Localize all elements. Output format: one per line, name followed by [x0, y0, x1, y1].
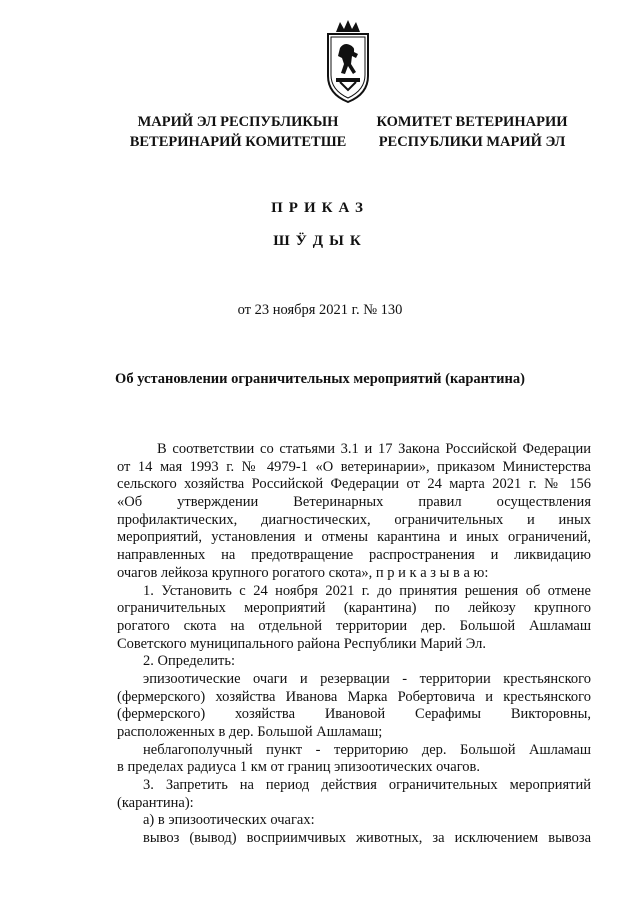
- body-line: вывоз (вывод) восприимчивых животных, за исключением вывоза: [143, 830, 591, 847]
- body-line: 2. Определить:: [143, 653, 236, 670]
- body-line: в пределах радиуса 1 км от границ эпизоотических очагов.: [117, 759, 481, 776]
- body-line: рогатого скота на отдельной территории дер. Большой Ашламаш: [117, 617, 591, 634]
- body-line: очагов лейкоза крупного рогатого скота», п р и к а з ы в а ю:: [117, 564, 489, 581]
- body-line: эпизоотические очаги и резервации - территории крестьянского: [143, 670, 591, 687]
- body-line: (фермерского) хозяйства Иванова Марка Робертовича и крестьянского: [117, 688, 591, 705]
- body-line: (карантина):: [117, 794, 194, 811]
- body-line: ограничительных мероприятий (карантина) по лейкозу крупного: [117, 600, 591, 617]
- body-line: направленных на предотвращение распространения и ликвидацию: [117, 547, 591, 564]
- header-left: [118, 112, 358, 152]
- header-right-line-1: КОМИТЕТ ВЕТЕРИНАРИИ: [376, 114, 568, 130]
- body-line: 1. Установить с 24 ноября 2021 г. до принятия решения об отмене: [143, 582, 591, 599]
- body-line: расположенных в дер. Большой Ашламаш;: [117, 724, 383, 740]
- body-line: Советского муниципального района Республики Марий Эл.: [117, 635, 487, 652]
- body-line: 3. Запретить на период действия ограничительных мероприятий: [143, 777, 591, 794]
- title-ru: ПРИКАЗ: [271, 200, 369, 216]
- body-line: мероприятий, установления и отмены карантина и иных ограничений,: [117, 529, 591, 546]
- order-date-number: от 23 ноября 2021 г. № 130: [237, 302, 403, 318]
- order-body: [117, 441, 591, 848]
- body-line: сельского хозяйства Российской Федерации от 24 марта 2021 г. № 156: [117, 476, 591, 493]
- header-left-line-2: ВЕТЕРИНАРИЙ КОМИТЕТШЕ: [129, 134, 347, 150]
- title-mari: ШӰДЫК: [273, 233, 367, 249]
- body-line: от 14 мая 1993 г. № 4979-1 «О ветеринарии», приказом Министерства: [117, 458, 591, 475]
- body-line: неблагополучный пункт - территорию дер. Большой Ашламаш: [143, 741, 591, 758]
- body-line: а) в эпизоотических очагах:: [143, 812, 315, 829]
- body-line: В соответствии со статьями 3.1 и 17 Закона Российской Федерации: [157, 441, 591, 457]
- body-line: профилактических, диагностических, ограничительных и иных: [117, 511, 591, 528]
- coat-of-arms-icon: [318, 18, 378, 104]
- body-line: (фермерского) хозяйства Ивановой Серафимы Викторовны,: [117, 706, 591, 723]
- order-subject: Об установлении ограничительных мероприятий (карантина): [115, 371, 525, 387]
- header-left-line-1: МАРИЙ ЭЛ РЕСПУБЛИКЫН: [137, 114, 339, 130]
- header-right: [372, 112, 572, 152]
- body-line: «Об утверждении Ветеринарных правил осуществления: [117, 494, 591, 511]
- header-right-line-2: РЕСПУБЛИКИ МАРИЙ ЭЛ: [378, 134, 566, 150]
